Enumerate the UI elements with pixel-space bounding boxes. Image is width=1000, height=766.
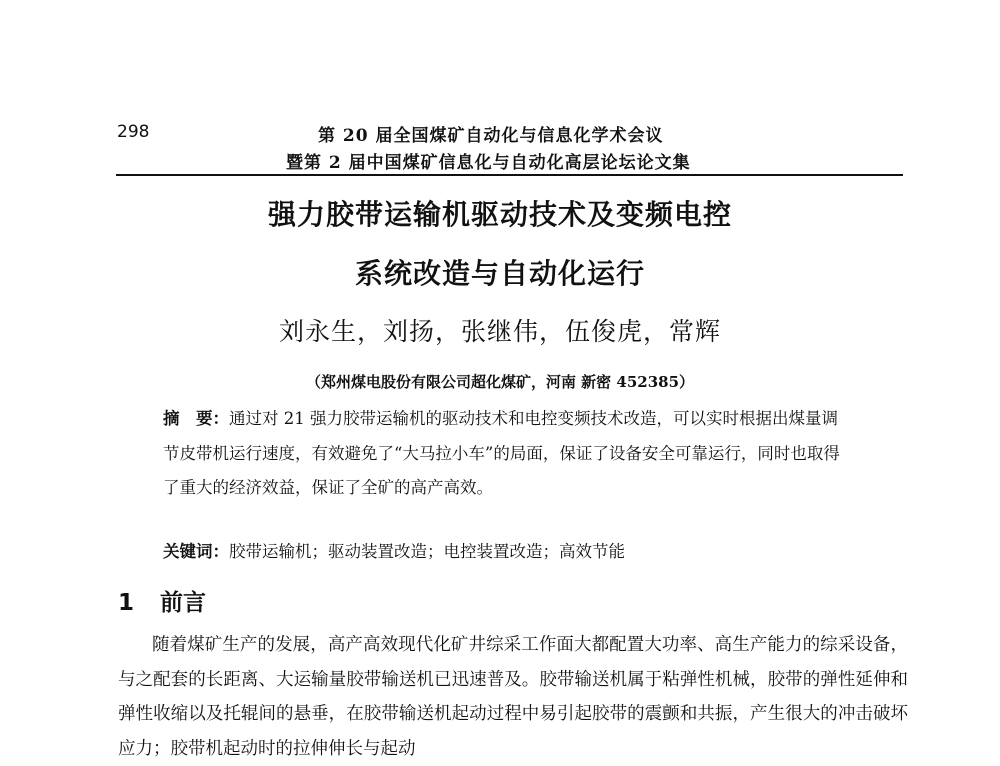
conference-title-line1: 第 20 届全国煤矿自动化与信息化学术会议 [318, 126, 664, 146]
authors: 刘永生，刘扬，张继伟，伍俊虎，常辉 [278, 317, 721, 346]
abstract [163, 402, 843, 506]
abstract-label: 摘 要： [163, 409, 229, 428]
article-title-line2: 系统改造与自动化运行 [354, 257, 645, 290]
keywords-label: 关键词： [163, 542, 229, 561]
section-heading [118, 584, 206, 617]
affiliation: （郑州煤电股份有限公司超化煤矿，河南 新密 452385） [305, 373, 695, 391]
article-title-line1: 强力胶带运输机驱动技术及变频电控 [267, 198, 732, 231]
conference-title-line2: 暨第 2 届中国煤矿信息化与自动化高层论坛论文集 [286, 153, 691, 173]
section-body: 随着煤矿生产的发展，高产高效现代化矿井综采工作面大都配置大功率、高生产能力的综采设备，与之配套的长距离、大运输量胶带输送机已迅速普及。胶带输送机属于粘弹性机械，胶带的弹性延伸和弹性收缩以及托辊间的悬垂，在胶带输送机起动过程中易引起胶带的震颤和共振，产生很大的冲击破坏应力；胶带机起动时的拉伸伸长与起动 [118, 635, 908, 759]
abstract-text: 通过对 21 强力胶带运输机的驱动技术和电控变频技术改造，可以实时根据出煤量调节皮带机运行速度，有效避免了“大马拉小车”的局面，保证了设备安全可靠运行，同时也取得了重大的经济效益，保证了全矿的高产高效。 [163, 409, 840, 497]
page-number: 298 [117, 122, 150, 142]
keywords-text: 胶带运输机；驱动装置改造；电控装置改造；高效节能 [229, 542, 625, 561]
section-title: 前言 [160, 590, 206, 616]
keywords [163, 538, 625, 562]
section-number: 1 [118, 590, 135, 616]
header-rule [116, 174, 903, 176]
